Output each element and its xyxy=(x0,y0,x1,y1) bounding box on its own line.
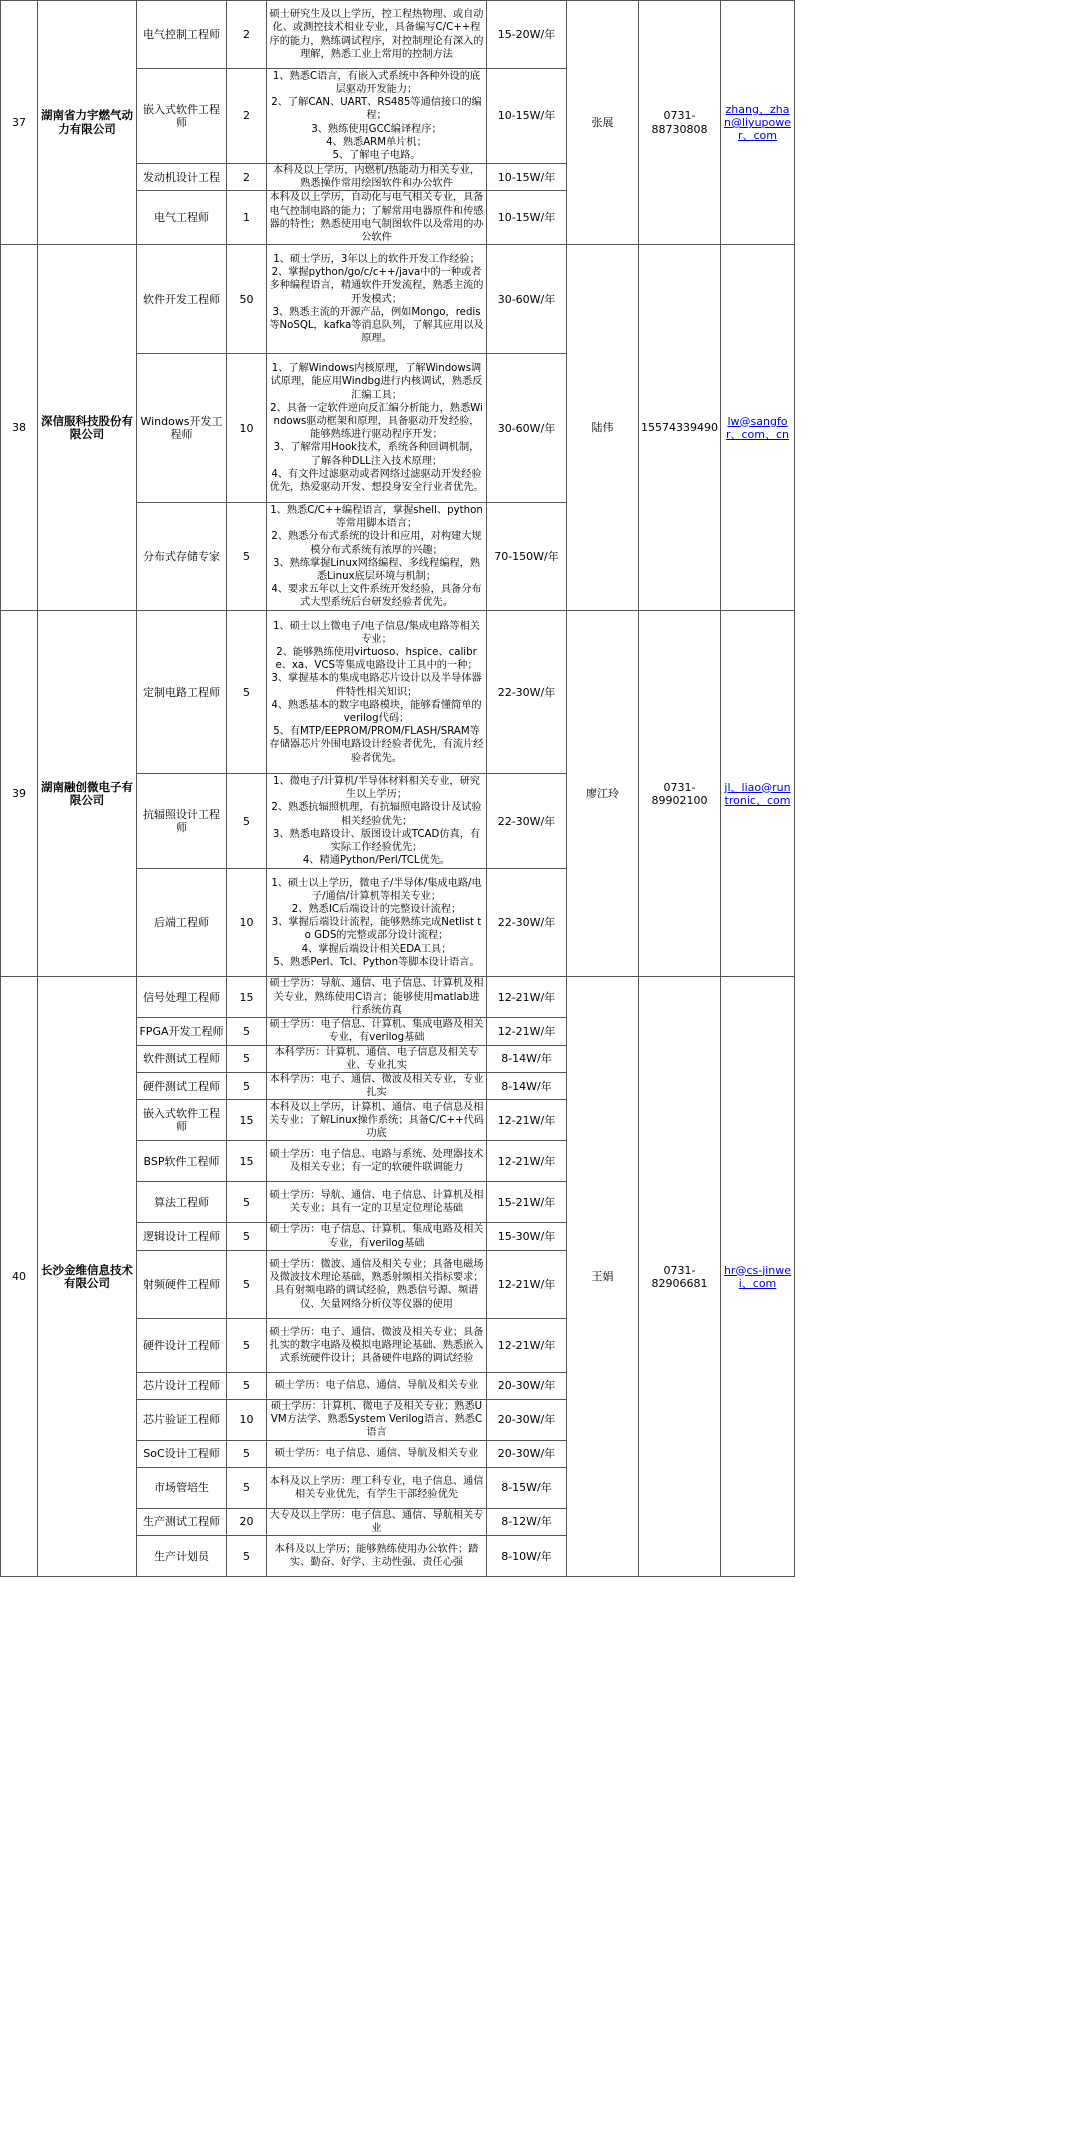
job-salary: 8-10W/年 xyxy=(487,1536,567,1577)
company-number: 37 xyxy=(1,1,38,245)
job-headcount: 5 xyxy=(227,1250,267,1318)
job-position: 抗辐照设计工程师 xyxy=(137,774,227,869)
job-requirements: 硕士学历：导航、通信、电子信息、计算机及相关专业，熟练使用C语言；能够使用matlab进行系统仿真 xyxy=(267,977,487,1018)
job-requirements: 硕士学历：计算机、微电子及相关专业；熟悉UVM方法学、熟悉System Verilog语言、熟悉C语言 xyxy=(267,1399,487,1440)
contact-phone: 0731-89902100 xyxy=(639,611,721,977)
job-requirements: 1、熟悉C/C++编程语言，掌握shell、python等常用脚本语言； 2、熟悉分布式系统的设计和应用，对构建大规模分布式系统有浓厚的兴趣； 3、熟练掌握Linux网络编程、多线程编程，熟悉Linux底层环境与机制； 4、要求五年以上文件系统开发经验，具备分布式大型系统后台研发经验者优先。 xyxy=(267,503,487,611)
job-salary: 12-21W/年 xyxy=(487,1250,567,1318)
job-salary: 12-21W/年 xyxy=(487,977,567,1018)
job-salary: 8-12W/年 xyxy=(487,1508,567,1535)
company-name: 湖南融创微电子有限公司 xyxy=(38,611,137,977)
job-position: 市场管培生 xyxy=(137,1467,227,1508)
job-salary: 8-14W/年 xyxy=(487,1073,567,1100)
job-requirements: 硕士研究生及以上学历，控工程热物理、或自动化、或测控技术相业专业，具备编写C/C++程序的能力，熟练调试程序，对控制理论有深入的理解，熟悉工业上常用的控制方法 xyxy=(267,1,487,69)
job-position: 分布式存储专家 xyxy=(137,503,227,611)
job-headcount: 10 xyxy=(227,354,267,503)
job-headcount: 15 xyxy=(227,1141,267,1182)
job-requirements: 本科学历：电子、通信、微波及相关专业，专业扎实 xyxy=(267,1073,487,1100)
job-requirements: 硕士学历：电子、通信、微波及相关专业；具备扎实的数字电路及模拟电路理论基础、熟悉嵌入式系统硬件设计；具备硬件电路的调试经验 xyxy=(267,1318,487,1372)
job-requirements: 硕士学历：电子信息、计算机、集成电路及相关专业，有verilog基础 xyxy=(267,1018,487,1045)
job-headcount: 1 xyxy=(227,191,267,245)
contact-phone: 15574339490 xyxy=(639,245,721,611)
job-salary: 10-15W/年 xyxy=(487,191,567,245)
job-headcount: 2 xyxy=(227,164,267,191)
job-position: 软件开发工程师 xyxy=(137,245,227,354)
job-headcount: 5 xyxy=(227,1073,267,1100)
job-row xyxy=(1,611,795,774)
job-salary: 8-14W/年 xyxy=(487,1045,567,1072)
job-position: 芯片设计工程师 xyxy=(137,1372,227,1399)
job-position: 电气控制工程师 xyxy=(137,1,227,69)
job-salary: 70-150W/年 xyxy=(487,503,567,611)
company-number: 39 xyxy=(1,611,38,977)
email-link[interactable]: lw@sangfor、com、cn xyxy=(725,414,790,441)
company-name: 长沙金维信息技术有限公司 xyxy=(38,977,137,1577)
job-position: 发动机设计工程 xyxy=(137,164,227,191)
job-position: 嵌入式软件工程师 xyxy=(137,69,227,164)
job-requirements: 本科及以上学历，自动化与电气相关专业，具备电气控制电路的能力；了解常用电器原件和传感器的特性；熟悉使用电气制图软件以及常用的办公软件 xyxy=(267,191,487,245)
job-position: Windows开发工程师 xyxy=(137,354,227,503)
job-headcount: 5 xyxy=(227,1018,267,1045)
job-headcount: 5 xyxy=(227,1372,267,1399)
job-requirements: 硕士学历：微波、通信及相关专业；具备电磁场及微波技术理论基础，熟悉射频相关指标要求；具有射频电路的调试经验，熟悉信号源、频谱仪、矢量网络分析仪等仪器的使用 xyxy=(267,1250,487,1318)
company-name: 湖南省力宇燃气动力有限公司 xyxy=(38,1,137,245)
contact-person: 王娟 xyxy=(567,977,639,1577)
job-row xyxy=(1,1,795,69)
job-headcount: 15 xyxy=(227,977,267,1018)
job-requirements: 本科及以上学历，内燃机/热能动力相关专业，熟悉操作常用绘图软件和办公软件 xyxy=(267,164,487,191)
job-requirements: 大专及以上学历：电子信息、通信、导航相关专业 xyxy=(267,1508,487,1535)
job-position: 硬件测试工程师 xyxy=(137,1073,227,1100)
job-salary: 10-15W/年 xyxy=(487,69,567,164)
job-headcount: 5 xyxy=(227,503,267,611)
job-salary: 12-21W/年 xyxy=(487,1018,567,1045)
job-salary: 12-21W/年 xyxy=(487,1141,567,1182)
job-position: 生产计划员 xyxy=(137,1536,227,1577)
job-requirements: 1、硕士学历，3年以上的软件开发工作经验； 2、掌握python/go/c/c++/java中的一种或者多种编程语言，精通软件开发流程，熟悉主流的开发模式； 3、熟悉主流的开源产品，例如Mongo，redis等NoSQL，kafka等消息队列，了解其应用以及原理。 xyxy=(267,245,487,354)
table-body xyxy=(1,1,795,1577)
job-position: SoC设计工程师 xyxy=(137,1440,227,1467)
job-salary: 12-21W/年 xyxy=(487,1100,567,1141)
job-headcount: 5 xyxy=(227,1467,267,1508)
job-headcount: 5 xyxy=(227,1440,267,1467)
job-headcount: 5 xyxy=(227,1045,267,1072)
job-salary: 15-30W/年 xyxy=(487,1223,567,1250)
job-salary: 8-15W/年 xyxy=(487,1467,567,1508)
job-headcount: 5 xyxy=(227,1223,267,1250)
job-position: 信号处理工程师 xyxy=(137,977,227,1018)
job-position: 生产测试工程师 xyxy=(137,1508,227,1535)
email-link[interactable]: hr@cs-jinwei、com xyxy=(723,1263,792,1290)
contact-phone: 0731-82906681 xyxy=(639,977,721,1577)
job-headcount: 5 xyxy=(227,611,267,774)
job-requirements: 硕士学历：电子信息、计算机、集成电路及相关专业，有verilog基础 xyxy=(267,1223,487,1250)
job-requirements: 1、熟悉C语言，有嵌入式系统中各种外设的底层驱动开发能力； 2、了解CAN、UART、RS485等通信接口的编程； 3、熟练使用GCC编译程序； 4、熟悉ARM单片机； 5、了解电子电路。 xyxy=(267,69,487,164)
job-requirements: 本科及以上学历；能够熟练使用办公软件；踏实、勤奋、好学、主动性强、责任心强 xyxy=(267,1536,487,1577)
job-row xyxy=(1,977,795,1018)
job-position: FPGA开发工程师 xyxy=(137,1018,227,1045)
job-headcount: 5 xyxy=(227,1182,267,1223)
contact-email-cell xyxy=(721,611,795,977)
job-position: 硬件设计工程师 xyxy=(137,1318,227,1372)
job-requirements: 硕士学历：导航、通信、电子信息、计算机及相关专业；具有一定的卫星定位理论基础 xyxy=(267,1182,487,1223)
email-link[interactable]: jl、liao@runtronic、com xyxy=(724,780,791,807)
job-position: 射频硬件工程师 xyxy=(137,1250,227,1318)
company-number: 38 xyxy=(1,245,38,611)
job-requirements: 硕士学历：电子信息、通信、导航及相关专业 xyxy=(267,1440,487,1467)
contact-person: 陆伟 xyxy=(567,245,639,611)
email-link[interactable]: zhang、zhan@liyupower、com xyxy=(723,102,792,143)
job-headcount: 5 xyxy=(227,1318,267,1372)
job-position: 后端工程师 xyxy=(137,869,227,977)
job-position: 电气工程师 xyxy=(137,191,227,245)
company-number: 40 xyxy=(1,977,38,1577)
job-requirements: 1、硕士以上微电子/电子信息/集成电路等相关专业； 2、能够熟练使用virtuoso、hspice、calibre、xa、VCS等集成电路设计工具中的一种； 3、掌握基本的集成电路芯片设计以及半导体器件特性相关知识； 4、熟悉基本的数字电路模块，能够看懂简单的verilog代码； 5、有MTP/EEPROM/PROM/FLASH/SRAM等存储器芯片外围电路设计经验者优先，有流片经验者优先。 xyxy=(267,611,487,774)
job-salary: 12-21W/年 xyxy=(487,1318,567,1372)
job-position: 算法工程师 xyxy=(137,1182,227,1223)
job-position: 软件测试工程师 xyxy=(137,1045,227,1072)
job-position: BSP软件工程师 xyxy=(137,1141,227,1182)
job-headcount: 15 xyxy=(227,1100,267,1141)
job-requirements: 1、硕士以上学历，微电子/半导体/集成电路/电子/通信/计算机等相关专业； 2、熟悉IC后端设计的完整设计流程； 3、掌握后端设计流程，能够熟练完成Netlist to GDS的完整或部分设计流程； 4、掌握后端设计相关EDA工具； 5、熟悉Perl、Tcl、Python等脚本设计语言。 xyxy=(267,869,487,977)
job-salary: 22-30W/年 xyxy=(487,869,567,977)
job-headcount: 2 xyxy=(227,69,267,164)
contact-phone: 0731-88730808 xyxy=(639,1,721,245)
job-position: 嵌入式软件工程师 xyxy=(137,1100,227,1141)
job-salary: 22-30W/年 xyxy=(487,611,567,774)
job-requirements: 本科学历：计算机、通信、电子信息及相关专业、专业扎实 xyxy=(267,1045,487,1072)
job-requirements: 硕士学历：电子信息、通信、导航及相关专业 xyxy=(267,1372,487,1399)
job-salary: 22-30W/年 xyxy=(487,774,567,869)
job-position: 逻辑设计工程师 xyxy=(137,1223,227,1250)
job-salary: 20-30W/年 xyxy=(487,1399,567,1440)
job-headcount: 20 xyxy=(227,1508,267,1535)
job-salary: 20-30W/年 xyxy=(487,1372,567,1399)
job-requirements: 本科及以上学历：理工科专业，电子信息、通信相关专业优先，有学生干部经验优先 xyxy=(267,1467,487,1508)
job-salary: 20-30W/年 xyxy=(487,1440,567,1467)
job-requirements: 1、微电子/计算机/半导体材料相关专业，研究生以上学历； 2、熟悉抗辐照机理，有抗辐照电路设计及试验相关经验优先； 3、熟悉电路设计、版图设计或TCAD仿真，有实际工作经验优先； 4、精通Python/Perl/TCL优先。 xyxy=(267,774,487,869)
contact-email-cell xyxy=(721,245,795,611)
job-salary: 15-21W/年 xyxy=(487,1182,567,1223)
job-headcount: 10 xyxy=(227,869,267,977)
job-headcount: 10 xyxy=(227,1399,267,1440)
job-salary: 10-15W/年 xyxy=(487,164,567,191)
job-headcount: 2 xyxy=(227,1,267,69)
contact-email-cell xyxy=(721,1,795,245)
job-headcount: 5 xyxy=(227,774,267,869)
job-position: 芯片验证工程师 xyxy=(137,1399,227,1440)
job-salary: 30-60W/年 xyxy=(487,245,567,354)
job-requirements: 硕士学历：电子信息、电路与系统、处理器技术及相关专业；有一定的软硬件联调能力 xyxy=(267,1141,487,1182)
job-salary: 15-20W/年 xyxy=(487,1,567,69)
job-requirements: 1、了解Windows内核原理，了解Windows调试原理，能应用Windbg进行内核调试，熟悉反汇编工具； 2、具备一定软件逆向反汇编分析能力，熟悉Windows驱动框架和原理，具备驱动开发经验，能够熟练进行驱动程序开发； 3、了解常用Hook技术，系统各种回调机制，了解各种DLL注入技术原理； 4、有文件过滤驱动或者网络过滤驱动开发经验优先，热爱驱动开发、想投身安全行业者优先。 xyxy=(267,354,487,503)
job-position: 定制电路工程师 xyxy=(137,611,227,774)
job-salary: 30-60W/年 xyxy=(487,354,567,503)
job-requirements: 本科及以上学历，计算机、通信、电子信息及相关专业；了解Linux操作系统；具备C/C++代码功底 xyxy=(267,1100,487,1141)
contact-person: 张展 xyxy=(567,1,639,245)
job-headcount: 50 xyxy=(227,245,267,354)
company-name: 深信服科技股份有限公司 xyxy=(38,245,137,611)
job-row xyxy=(1,245,795,354)
contact-person: 廖江玲 xyxy=(567,611,639,977)
contact-email-cell xyxy=(721,977,795,1577)
job-headcount: 5 xyxy=(227,1536,267,1577)
